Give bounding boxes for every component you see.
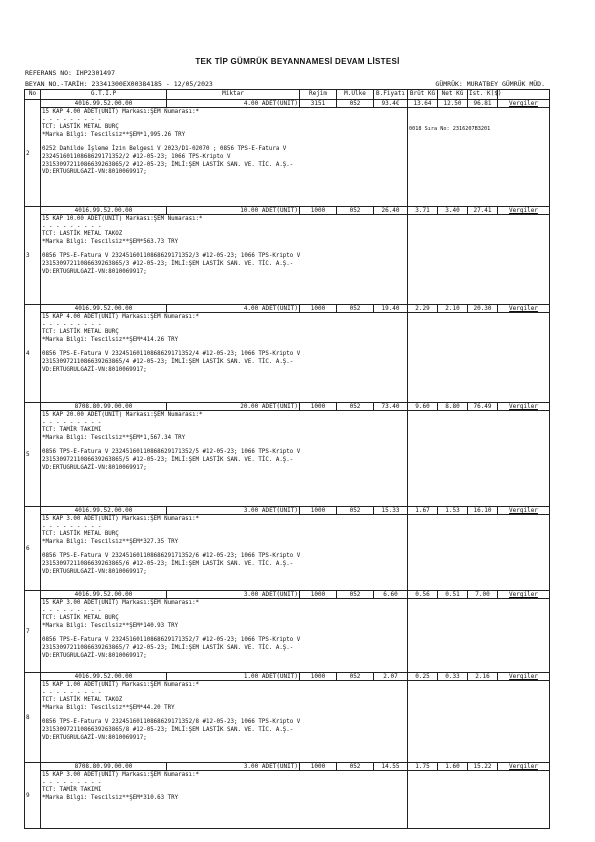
item-regime: 1000	[300, 403, 337, 411]
col-vergi	[498, 90, 550, 100]
item-description	[41, 681, 408, 763]
description-line: VD:ERTUGRULGAZİ-VN:8010069917;	[42, 652, 147, 659]
item-net-kg: 0.51	[438, 591, 468, 599]
item-gross-kg: 9.60	[408, 403, 438, 411]
description-line	[42, 344, 406, 351]
reference-number: REFERANS NO: IHP2301497	[25, 69, 116, 77]
item-gtip: 4016.99.52.00.00	[41, 207, 167, 215]
item-gross-kg: 13.64	[408, 100, 438, 108]
item-regime: 1000	[300, 305, 337, 313]
description-line: *Marka Bilgi: Tescilsiz**ŞEM*1,995.26 TRY	[42, 131, 186, 138]
item-net-kg: 3.40	[438, 207, 468, 215]
item-taxes-link[interactable]: Vergiler	[498, 100, 550, 108]
description-line: *Marka Bilgi: Tescilsiz**ŞEM*44.20 TRY	[42, 704, 175, 711]
item-gtip: 4016.99.52.00.00	[41, 591, 167, 599]
description-line: TCT: LASTİK METAL TAKOZ	[42, 231, 123, 238]
item-number: 5	[25, 403, 41, 507]
item-stat-value: 16.10	[468, 507, 498, 515]
item-gross-kg: 1.75	[408, 763, 438, 771]
description-line: 15 KAP 20.00 ADET(UNIT) Markası:ŞEM Numarası:*	[42, 412, 203, 418]
item-description	[41, 515, 408, 591]
item-unit-price: 73.40	[374, 403, 408, 411]
item-unit-price: 19.40	[374, 305, 408, 313]
item-unit-price: 6.60	[374, 591, 408, 599]
table-header-row	[25, 90, 550, 100]
description-line	[42, 246, 406, 253]
description-line: - - - - - - - - -	[42, 779, 102, 786]
description-line: 15 KAP 3.00 ADET(UNIT) Markası:ŞEM Numarası:*	[42, 516, 200, 522]
item-country: 052	[337, 507, 374, 515]
item-stat-value: 15.22	[468, 763, 498, 771]
description-line: *Marka Bilgi: Tescilsiz**ŞEM*140.93 TRY	[42, 622, 179, 629]
customs-office: GÜMRÜK: MURATBEY GÜMRÜK MÜD.	[435, 80, 545, 88]
item-gross-kg: 0.56	[408, 591, 438, 599]
item-unit-price: 14.55	[374, 763, 408, 771]
item-detail-row	[25, 681, 550, 763]
item-country: 052	[337, 591, 374, 599]
description-line: 15 KAP 1.00 ADET(UNIT) Markası:ŞEM Numarası:*	[42, 682, 200, 688]
item-regime: 1000	[300, 507, 337, 515]
item-number: 2	[25, 100, 41, 207]
item-note	[408, 771, 550, 829]
description-line: - - - - - - - - -	[42, 523, 102, 530]
description-line: 0856 TPS-E-Fatura V 23245160110868629171352/3 #12-05-23; 1066 TPS-Kripto V	[42, 253, 301, 260]
item-country: 052	[337, 403, 374, 411]
description-line: TCT: LASTİK METAL TAKOZ	[42, 697, 123, 704]
item-stat-value: 2.16	[468, 673, 498, 681]
description-line: TCT: LASTİK METAL BURÇ	[42, 531, 119, 538]
description-line: 15 KAP 3.00 ADET(UNIT) Markası:ŞEM Numarası:*	[42, 600, 200, 606]
description-line	[42, 712, 406, 719]
item-note	[408, 313, 550, 403]
description-line: - - - - - - - - -	[42, 607, 102, 614]
col-mulke: M.Ülke	[337, 90, 374, 100]
item-number: 3	[25, 207, 41, 305]
description-line: VD:ERTUGRULGAZİ-VN:8010069917;	[42, 169, 147, 176]
table-row	[25, 403, 550, 411]
description-line: 23153097211086639263865/4 #12-05-23; İMLİ:ŞEM LASTİK SAN. VE. TİC. A.Ş.-	[42, 358, 294, 365]
item-unit-price: 15.33	[374, 507, 408, 515]
item-gross-kg: 2.29	[408, 305, 438, 313]
item-detail-row	[25, 411, 550, 507]
description-line: VD:ERTUGRULGAZİ-VN:8010069917;	[42, 268, 147, 275]
item-gtip: 8708.80.99.00.00	[41, 403, 167, 411]
item-unit-price: 26.40	[374, 207, 408, 215]
item-note	[408, 599, 550, 673]
item-quantity: 1.00 ADET(UNIT)	[167, 673, 300, 681]
item-number: 9	[25, 763, 41, 829]
table-row	[25, 591, 550, 599]
item-note	[408, 515, 550, 591]
description-line: TCT: LASTİK METAL BURÇ	[42, 329, 119, 336]
description-line: 0856 TPS-E-Fatura V 23245160110868629171352/7 #12-05-23; 1066 TPS-Kripto V	[42, 637, 301, 644]
item-net-kg: 1.53	[438, 507, 468, 515]
col-gtip: G.T.İ.P	[41, 90, 167, 100]
item-stat-value: 27.41	[468, 207, 498, 215]
description-line: 0856 TPS-E-Fatura V 23245160110868629171352/5 #12-05-23; 1066 TPS-Kripto V	[42, 449, 301, 456]
description-line: 23153097211086639263865/7 #12-05-23; İMLİ:ŞEM LASTİK SAN. VE. TİC. A.Ş.-	[42, 644, 294, 651]
item-taxes-link[interactable]: Vergiler	[498, 673, 550, 681]
description-line: 0252 Dahilde İşleme İzin Belgesi V 2023/D1-02070 ; 0856 TPS-E-Fatura V	[42, 146, 287, 153]
description-line: TCT: LASTİK METAL BURÇ	[42, 615, 119, 622]
description-line: 23153097211086639263865/6 #12-05-23; İMLİ:ŞEM LASTİK SAN. VE. TİC. A.Ş.-	[42, 560, 294, 567]
item-gtip: 4016.99.52.00.00	[41, 305, 167, 313]
item-regime: 1000	[300, 763, 337, 771]
item-net-kg: 0.33	[438, 673, 468, 681]
item-net-kg: 2.10	[438, 305, 468, 313]
description-line: 0856 TPS-E-Fatura V 23245160110868629171352/4 #12-05-23; 1066 TPS-Kripto V	[42, 351, 301, 358]
item-gtip: 4016.99.52.00.00	[41, 673, 167, 681]
description-line: - - - - - - - - -	[42, 689, 102, 696]
item-number: 6	[25, 507, 41, 591]
col-net: Net KG	[438, 90, 468, 100]
item-country: 052	[337, 763, 374, 771]
description-line: 23153097211086639263865/8 #12-05-23; İMLİ:ŞEM LASTİK SAN. VE. TİC. A.Ş.-	[42, 726, 294, 733]
description-line: 23245160110868629171352/2 #12-05-23; 1066 TPS-Kripto V	[42, 153, 231, 160]
item-regime: 1000	[300, 591, 337, 599]
item-detail-row	[25, 771, 550, 829]
col-brut: Brüt KG	[408, 90, 438, 100]
item-taxes-link[interactable]: Vergiler	[498, 403, 550, 411]
item-note: 0018 Sıra No: 2316207B3201	[408, 108, 550, 207]
description-line: *Marka Bilgi: Tescilsiz**ŞEM*327.35 TRY	[42, 538, 179, 545]
item-note	[408, 681, 550, 763]
col-bfiyat: B.Fiyatı	[374, 90, 408, 100]
description-line: 15 KAP 4.00 ADET(UNIT) Markası:ŞEM Numarası:*	[42, 314, 200, 320]
item-quantity: 3.00 ADET(UNIT)	[167, 591, 300, 599]
description-line	[42, 442, 406, 449]
description-line: - - - - - - - - -	[42, 116, 102, 123]
description-line: *Marka Bilgi: Tescilsiz**ŞEM*1,567.34 TRY	[42, 434, 186, 441]
table-row	[25, 100, 550, 108]
item-gtip: 4016.99.52.00.00	[41, 100, 167, 108]
page-title: TEK TİP GÜMRÜK BEYANNAMESİ DEVAM LİSTESİ	[195, 57, 400, 66]
description-line: - - - - - - - - -	[42, 321, 102, 328]
item-quantity: 3.00 ADET(UNIT)	[167, 507, 300, 515]
description-line: VD:ERTUGRULGAZİ-VN:8010069917;	[42, 734, 147, 741]
item-description	[41, 771, 408, 829]
description-line: 23153097211086639263865/5 #12-05-23; İMLİ:ŞEM LASTİK SAN. VE. TİC. A.Ş.-	[42, 456, 294, 463]
col-no: No	[25, 90, 41, 100]
description-line: *Marka Bilgi: Tescilsiz**ŞEM*310.63 TRY	[42, 794, 179, 801]
description-line: VD:ERTUGRULGAZİ-VN:8010069917;	[42, 366, 147, 373]
table-row	[25, 763, 550, 771]
item-stat-value: 76.49	[468, 403, 498, 411]
item-country: 052	[337, 207, 374, 215]
declaration-number: BEYAN NO.-TARİH: 23341300EX00384185 - 12/05/2023	[25, 80, 213, 88]
item-net-kg: 1.60	[438, 763, 468, 771]
item-detail-row	[25, 215, 550, 305]
item-stat-value: 96.81	[468, 100, 498, 108]
item-regime: 1000	[300, 207, 337, 215]
col-ist: İst. K($)	[468, 90, 498, 100]
item-number: 7	[25, 591, 41, 673]
description-line: 0856 TPS-E-Fatura V 23245160110868629171352/8 #12-05-23; 1066 TPS-Kripto V	[42, 719, 301, 726]
item-detail-row	[25, 108, 550, 207]
item-description	[41, 411, 408, 507]
item-description	[41, 599, 408, 673]
item-number: 4	[25, 305, 41, 403]
item-regime: 3151	[300, 100, 337, 108]
description-line: 15 KAP 10.00 ADET(UNIT) Markası:ŞEM Numarası:*	[42, 216, 203, 222]
description-line: VD:ERTUGRULGAZİ-VN:8010069917;	[42, 464, 147, 471]
item-unit-price: 2.07	[374, 673, 408, 681]
item-description	[41, 215, 408, 305]
item-gtip: 8708.80.99.00.00	[41, 763, 167, 771]
description-line	[42, 546, 406, 553]
description-line: 23153097211086639263865/2 #12-05-23; İMLİ:ŞEM LASTİK SAN. VE. TİC. A.Ş.-	[42, 161, 294, 168]
item-description	[41, 313, 408, 403]
description-line: - - - - - - - - -	[42, 419, 102, 426]
item-detail-row	[25, 313, 550, 403]
item-net-kg: 8.80	[438, 403, 468, 411]
item-note	[408, 215, 550, 305]
description-line: TCT: TAMİR TAKIMI	[42, 787, 102, 794]
table-row	[25, 207, 550, 215]
item-quantity: 20.00 ADET(UNIT)	[167, 403, 300, 411]
item-quantity: 3.00 ADET(UNIT)	[167, 763, 300, 771]
item-taxes-link[interactable]: Vergiler	[498, 507, 550, 515]
item-country: 052	[337, 305, 374, 313]
item-net-kg: 12.50	[438, 100, 468, 108]
item-stat-value: 20.30	[468, 305, 498, 313]
description-line: TCT: LASTİK METAL BURÇ	[42, 124, 119, 131]
table-row	[25, 673, 550, 681]
table-row	[25, 305, 550, 313]
description-line: TCT: TAMİR TAKIMI	[42, 427, 102, 434]
col-miktar: Miktar	[167, 90, 300, 100]
item-note	[408, 411, 550, 507]
description-line: 0856 TPS-E-Fatura V 23245160110868629171352/6 #12-05-23; 1066 TPS-Kripto V	[42, 553, 301, 560]
item-description	[41, 108, 408, 207]
item-gross-kg: 1.67	[408, 507, 438, 515]
item-country: 052	[337, 100, 374, 108]
item-unit-price: 93.4€	[374, 100, 408, 108]
table-row	[25, 507, 550, 515]
item-country: 052	[337, 673, 374, 681]
item-taxes-link[interactable]: Vergiler	[498, 763, 550, 771]
item-taxes-link[interactable]: Vergiler	[498, 207, 550, 215]
item-detail-row	[25, 599, 550, 673]
description-line	[42, 630, 406, 637]
declaration-table	[24, 89, 550, 829]
description-line: VD:ERTUGRULGAZİ-VN:8010069917;	[42, 568, 147, 575]
description-line: 15 KAP 4.00 ADET(UNIT) Markası:ŞEM Numarası:*	[42, 109, 200, 115]
item-gross-kg: 0.25	[408, 673, 438, 681]
item-number: 8	[25, 673, 41, 763]
item-detail-row	[25, 515, 550, 591]
description-line: *Marka Bilgi: Tescilsiz**ŞEM*563.73 TRY	[42, 238, 179, 245]
description-line: - - - - - - - - -	[42, 223, 102, 230]
item-quantity: 4.00 ADET(UNIT)	[167, 305, 300, 313]
col-rejim: Rejim	[300, 90, 337, 100]
description-line: 23153097211086639263865/3 #12-05-23; İMLİ:ŞEM LASTİK SAN. VE. TİC. A.Ş.-	[42, 260, 294, 267]
item-quantity: 10.00 ADET(UNIT)	[167, 207, 300, 215]
item-regime: 1000	[300, 673, 337, 681]
item-taxes-link[interactable]: Vergiler	[498, 305, 550, 313]
description-line: 15 KAP 3.00 ADET(UNIT) Markası:ŞEM Numarası:*	[42, 772, 200, 778]
item-gross-kg: 3.71	[408, 207, 438, 215]
item-stat-value: 7.00	[468, 591, 498, 599]
description-line: *Marka Bilgi: Tescilsiz**ŞEM*414.26 TRY	[42, 336, 179, 343]
item-gtip: 4016.99.52.00.00	[41, 507, 167, 515]
item-taxes-link[interactable]: Vergiler	[498, 591, 550, 599]
item-quantity: 4.00 ADET(UNIT)	[167, 100, 300, 108]
